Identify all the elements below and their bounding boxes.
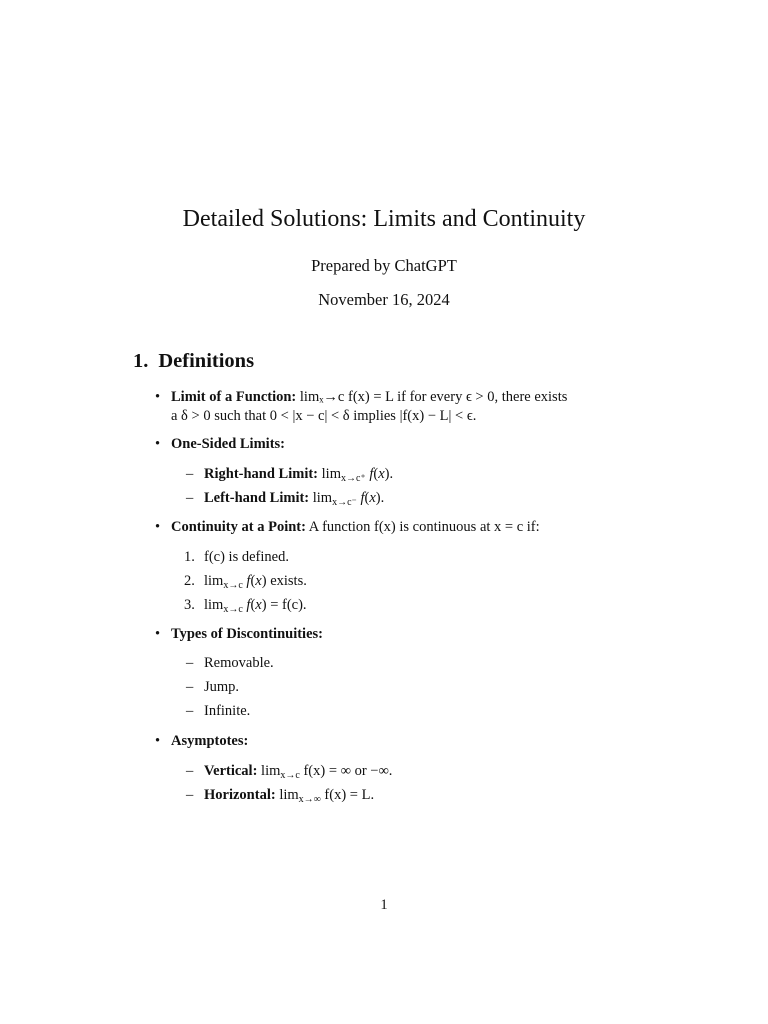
bullet-icon: • xyxy=(155,733,161,749)
condition-limit: $\lim_{x\to c} f(x)$ xyxy=(204,597,267,615)
limit-subscript: x→c xyxy=(223,580,243,591)
bullet-icon: • xyxy=(155,389,161,405)
enum-label: 2. xyxy=(184,573,195,589)
enum-label: 1. xyxy=(184,549,195,565)
sub-item-left-hand-limit xyxy=(186,489,644,508)
left-hand-limit-expression: $\lim_{x\to c^-} f(x)$. xyxy=(312,490,385,508)
condition-text: exists. xyxy=(270,573,307,589)
limit-definition-line-1: limₓ→c f(x) = L if for every ϵ > 0, there exists xyxy=(299,389,568,405)
dash-icon: – xyxy=(186,490,194,506)
bullet-icon: • xyxy=(155,436,161,452)
limit-subscript: x→c xyxy=(223,604,243,615)
bullet-icon: • xyxy=(155,626,161,642)
sub-item-label: Horizontal: xyxy=(204,787,276,803)
dash-icon: – xyxy=(186,466,194,482)
dash-icon: – xyxy=(186,679,194,695)
discontinuity-type: Infinite. xyxy=(204,703,251,719)
sub-item-label: Left-hand Limit: xyxy=(204,490,310,506)
discontinuity-type: Jump. xyxy=(204,679,240,695)
sub-item-jump xyxy=(186,678,644,697)
page-number: 1 xyxy=(380,897,388,913)
sub-item-horizontal-asymptote xyxy=(186,786,644,805)
list-item-asymptotes xyxy=(155,732,641,751)
right-hand-limit-expression: $\lim_{x\to c^+} f(x)$. xyxy=(321,466,394,484)
horizontal-asymptote-expression: $\lim_{x\to\infty} f(x) = L$. xyxy=(279,787,375,805)
dash-icon: – xyxy=(186,703,194,719)
document-date: November 16, 2024 xyxy=(318,290,450,309)
item-label: One-Sided Limits: xyxy=(171,436,285,452)
sub-item-infinite xyxy=(186,702,644,721)
horizontal-asymptote-text: f(x) = L. xyxy=(324,787,375,803)
limit-subscript: x→c⁻ xyxy=(332,497,357,508)
limit-definition-line-2: a δ > 0 such that 0 < |x − c| < δ implies |f(x) − L| < ϵ. xyxy=(171,408,477,424)
item-label: Types of Discontinuities: xyxy=(171,626,323,642)
condition-item-3 xyxy=(184,596,644,615)
document-author: Prepared by ChatGPT xyxy=(311,256,457,275)
item-label: Asymptotes: xyxy=(171,733,249,749)
sub-item-vertical-asymptote xyxy=(186,762,644,781)
limit-subscript: x→c⁺ xyxy=(340,473,366,484)
discontinuity-type: Removable. xyxy=(204,655,274,671)
dash-icon: – xyxy=(186,787,194,803)
condition-text: f(c) is defined. xyxy=(204,549,289,565)
section-number: 1. xyxy=(133,350,149,372)
continuity-text: A function f(x) is continuous at x = c if: xyxy=(308,519,540,535)
dash-icon: – xyxy=(186,763,194,779)
limit-subscript: x→∞ xyxy=(298,794,321,805)
vertical-asymptote-expression: $\lim_{x\to c} f(x)$ = ∞ or −∞. xyxy=(261,763,393,781)
limit-subscript: x→c xyxy=(280,770,300,781)
document-title: Detailed Solutions: Limits and Continuity xyxy=(182,206,586,232)
sub-item-removable xyxy=(186,654,644,673)
sub-item-label: Right-hand Limit: xyxy=(204,466,319,482)
condition-item-1 xyxy=(184,548,644,567)
condition-limit: $\lim_{x\to c} f(x)$ xyxy=(204,573,267,591)
section-title: Definitions xyxy=(158,350,255,372)
dash-icon: – xyxy=(186,655,194,671)
condition-text: = f(c). xyxy=(270,597,307,613)
list-item-limit-definition xyxy=(155,388,641,426)
list-item-continuity xyxy=(155,518,641,537)
item-label: Continuity at a Point: xyxy=(171,519,306,535)
condition-item-2 xyxy=(184,572,644,591)
bullet-icon: • xyxy=(155,519,161,535)
vertical-asymptote-text: f(x) = ∞ or −∞. xyxy=(303,763,393,779)
list-item-discontinuities xyxy=(155,625,641,644)
section-heading xyxy=(133,350,254,373)
list-item-one-sided-limits xyxy=(155,435,641,454)
item-label: Limit of a Function: xyxy=(171,389,297,405)
sub-item-right-hand-limit xyxy=(186,465,644,484)
sub-item-label: Vertical: xyxy=(204,763,258,779)
enum-label: 3. xyxy=(184,597,195,613)
